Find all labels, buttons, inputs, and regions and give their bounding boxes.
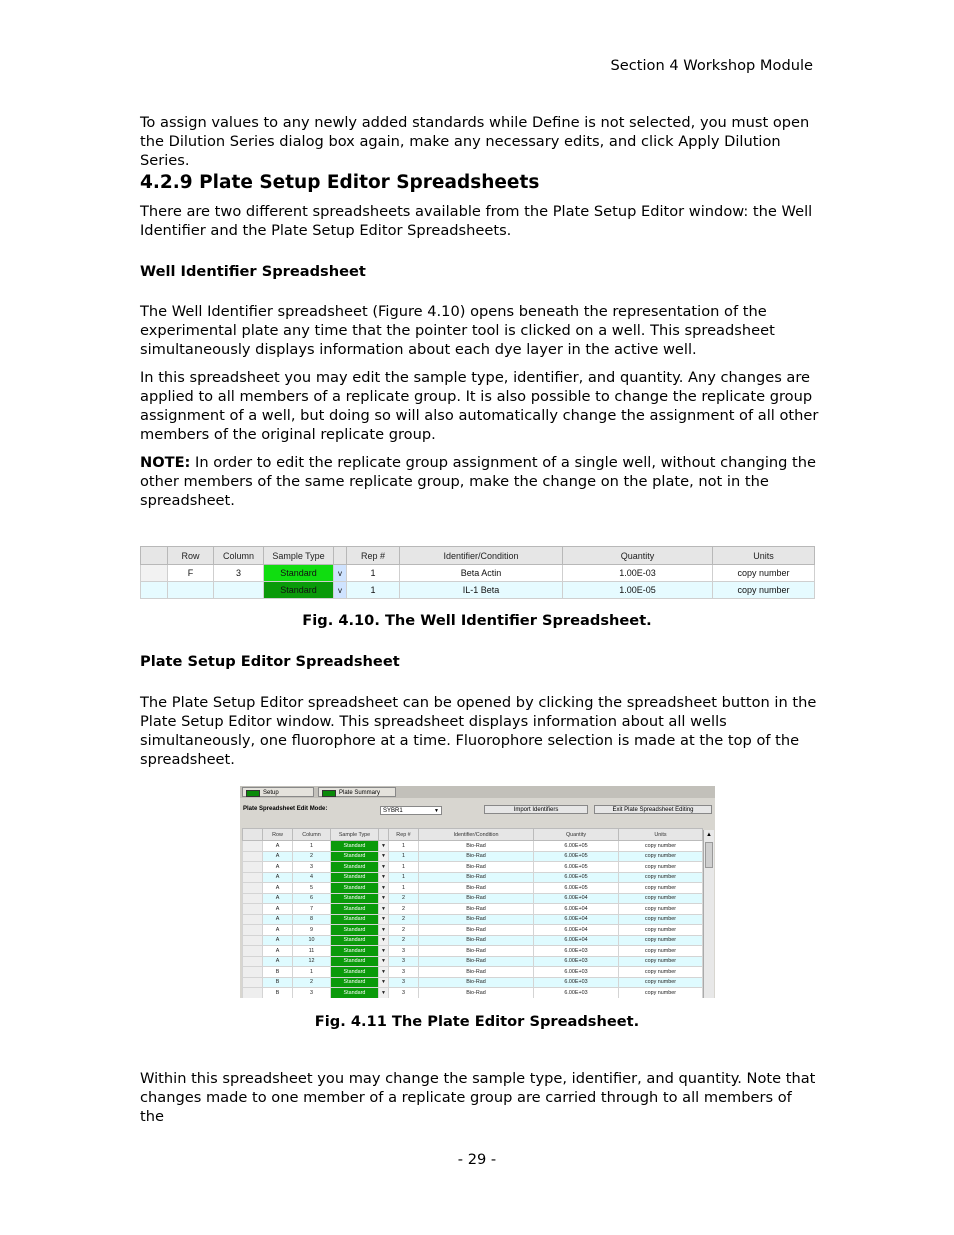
row-cell: B [263,988,293,999]
column-cell: 2 [293,977,331,988]
rep-cell[interactable]: 3 [389,988,419,999]
fig1-col-header: Quantity [563,547,713,565]
units-cell[interactable]: copy number [619,977,703,988]
table-cell [214,582,264,599]
row-selector[interactable] [243,851,263,862]
column-cell: 12 [293,956,331,967]
row-cell: A [263,851,293,862]
column-cell: 3 [293,988,331,999]
row-cell: A [263,883,293,894]
note-text: In order to edit the replicate group assignment of a single well, without changing the other members of the same replicate group, make the change on the plate, not in the spreadsheet. [140,454,817,509]
rep-cell[interactable]: 3 [389,977,419,988]
dropdown-arrow-icon[interactable]: ▼ [379,925,389,936]
paragraph-plate-setup: The Plate Setup Editor spreadsheet can be opened by clicking the spreadsheet button in the Plate Setup Editor window. This spreadsheet displays information about all wells simultaneously, one fluorophore at a time. Fluorophore selection is made at the top of the spreadsheet. [140,694,817,768]
fig1-col-header: Units [713,547,815,565]
identifier-cell[interactable]: Bio-Rad [419,872,534,883]
table-cell [141,582,168,599]
section-heading: 4.2.9 Plate Setup Editor Spreadsheets [140,172,540,193]
sample-type-cell[interactable]: Standard [264,582,334,599]
table-row[interactable] [243,841,703,852]
section-header: Section 4 Workshop Module [610,57,813,74]
quantity-cell[interactable]: 6.00E+03 [534,967,619,978]
identifier-cell[interactable]: Bio-Rad [419,862,534,873]
identifier-cell[interactable]: Bio-Rad [419,956,534,967]
dropdown-arrow-icon[interactable]: ▼ [379,872,389,883]
fig2-col-header: Row [263,829,293,841]
table-row[interactable] [243,883,703,894]
row-cell: A [263,862,293,873]
units-cell[interactable]: copy number [619,914,703,925]
row-cell: A [263,925,293,936]
table-row[interactable] [243,977,703,988]
table-cell[interactable]: IL-1 Beta [400,582,563,599]
table-row[interactable] [243,872,703,883]
quantity-cell[interactable]: 6.00E+05 [534,851,619,862]
well-identifier-spreadsheet [140,546,814,598]
sample-type-cell[interactable]: Standard [331,872,379,883]
row-selector[interactable] [243,967,263,978]
row-selector[interactable] [243,862,263,873]
sample-type-cell[interactable]: Standard [331,904,379,915]
quantity-cell[interactable]: 6.00E+03 [534,988,619,999]
units-cell[interactable]: copy number [619,893,703,904]
quantity-cell[interactable]: 6.00E+03 [534,956,619,967]
sample-type-cell[interactable]: Standard [331,851,379,862]
row-selector[interactable] [243,935,263,946]
units-cell[interactable]: copy number [619,925,703,936]
row-cell: A [263,946,293,957]
sample-type-cell[interactable]: Standard [264,565,334,582]
table-row[interactable] [243,967,703,978]
fig2-col-header: Rep # [389,829,419,841]
rep-cell[interactable]: 1 [389,883,419,894]
row-cell: A [263,904,293,915]
rep-cell[interactable]: 2 [389,893,419,904]
summary-indicator-icon [322,790,336,797]
fig1-col-header: Sample Type [264,547,334,565]
units-cell[interactable]: copy number [619,988,703,999]
note-paragraph [140,453,820,510]
row-selector[interactable] [243,925,263,936]
column-cell: 11 [293,946,331,957]
rep-cell[interactable]: 2 [389,904,419,915]
fig2-col-header [379,829,389,841]
fig2-col-header: Identifier/Condition [419,829,534,841]
column-cell: 7 [293,904,331,915]
figure-caption-4-10: Fig. 4.10. The Well Identifier Spreadsheet. [302,612,652,629]
tab-setup[interactable]: Setup [242,787,314,797]
identifier-cell[interactable]: Bio-Rad [419,967,534,978]
plate-editor-spreadsheet [240,786,715,998]
rep-cell[interactable]: 1 [389,872,419,883]
quantity-cell[interactable]: 6.00E+04 [534,914,619,925]
identifier-cell[interactable]: Bio-Rad [419,883,534,894]
table-row[interactable] [141,582,815,599]
sample-type-cell[interactable]: Standard [331,841,379,852]
figure-caption-4-11: Fig. 4.11 The Plate Editor Spreadsheet. [314,1013,640,1030]
subheading-well-identifier: Well Identifier Spreadsheet [140,263,366,280]
table-row[interactable] [243,862,703,873]
dropdown-arrow-icon[interactable]: ▼ [379,851,389,862]
paragraph-well-identifier: The Well Identifier spreadsheet (Figure 4.10) opens beneath the representation of the experimental plate any time that the pointer tool is clicked on a well. This spreadsheet simultaneously displays information about each dye layer in the active well. [140,303,775,358]
row-selector[interactable] [243,893,263,904]
table-cell [141,565,168,582]
quantity-cell[interactable]: 6.00E+03 [534,977,619,988]
table-cell[interactable]: copy number [713,582,815,599]
table-cell[interactable]: 1.00E-03 [563,565,713,582]
row-selector[interactable] [243,904,263,915]
rep-cell[interactable]: 1 [389,851,419,862]
rep-cell[interactable]: 1 [389,862,419,873]
units-cell[interactable]: copy number [619,862,703,873]
subheading-plate-setup: Plate Setup Editor Spreadsheet [140,653,400,670]
dropdown-arrow-icon[interactable]: ▼ [379,914,389,925]
column-cell: 5 [293,883,331,894]
identifier-cell[interactable]: Bio-Rad [419,946,534,957]
sample-type-cell[interactable]: Standard [331,946,379,957]
dropdown-arrow-icon[interactable]: ▼ [379,841,389,852]
table-cell[interactable]: Beta Actin [400,565,563,582]
paragraph-spreadsheets: There are two different spreadsheets available from the Plate Setup Editor window: the Well Identifier and the Plate Setup Editor Spreadsheets. [140,203,813,239]
row-selector[interactable] [243,883,263,894]
row-cell: B [263,977,293,988]
row-cell: A [263,893,293,904]
column-cell: 8 [293,914,331,925]
quantity-cell[interactable]: 6.00E+05 [534,862,619,873]
units-cell[interactable]: copy number [619,883,703,894]
table-row[interactable] [243,851,703,862]
quantity-cell[interactable]: 6.00E+05 [534,872,619,883]
quantity-cell[interactable]: 6.00E+05 [534,883,619,894]
dropdown-arrow-icon[interactable]: ▼ [379,893,389,904]
sample-type-cell[interactable]: Standard [331,862,379,873]
row-cell: B [263,967,293,978]
units-cell[interactable]: copy number [619,967,703,978]
table-cell[interactable]: 1 [347,582,400,599]
units-cell[interactable]: copy number [619,956,703,967]
table-cell: F [168,565,214,582]
plate-grid [242,828,702,998]
table-row[interactable] [243,946,703,957]
rep-cell[interactable]: 2 [389,925,419,936]
dropdown-arrow-icon[interactable]: ▼ [379,946,389,957]
edit-mode-label: Plate Spreadsheet Edit Mode: [243,806,328,812]
fluorophore-select[interactable]: SYBR1 ▼ [380,806,442,815]
units-cell[interactable]: copy number [619,935,703,946]
identifier-cell[interactable]: Bio-Rad [419,893,534,904]
column-cell: 9 [293,925,331,936]
scroll-up-icon[interactable]: ▲ [706,832,712,838]
identifier-cell[interactable]: Bio-Rad [419,914,534,925]
table-row[interactable] [243,925,703,936]
table-row[interactable] [243,956,703,967]
edit-mode-bar [240,798,715,824]
fig1-col-header [141,547,168,565]
fig1-col-header: Identifier/Condition [400,547,563,565]
quantity-cell[interactable]: 6.00E+03 [534,946,619,957]
column-cell: 6 [293,893,331,904]
table-row[interactable] [243,935,703,946]
sample-type-cell[interactable]: Standard [331,956,379,967]
import-identifiers-button[interactable]: Import Identifiers [484,805,588,814]
dropdown-arrow-icon[interactable]: ▼ [379,883,389,894]
quantity-cell[interactable]: 6.00E+04 [534,925,619,936]
column-cell: 1 [293,967,331,978]
column-cell: 2 [293,851,331,862]
chevron-down-icon: ▼ [434,808,439,814]
sample-type-cell[interactable]: Standard [331,914,379,925]
units-cell[interactable]: copy number [619,946,703,957]
column-cell: 10 [293,935,331,946]
units-cell[interactable]: copy number [619,841,703,852]
fig1-col-header: Rep # [347,547,400,565]
identifier-cell[interactable]: Bio-Rad [419,988,534,999]
dropdown-arrow-icon[interactable]: v [334,582,347,599]
quantity-cell[interactable]: 6.00E+04 [534,893,619,904]
rep-cell[interactable]: 1 [389,841,419,852]
rep-cell[interactable]: 3 [389,956,419,967]
table-row[interactable] [243,914,703,925]
table-row[interactable] [243,988,703,999]
dropdown-arrow-icon[interactable]: ▼ [379,935,389,946]
sample-type-cell[interactable]: Standard [331,893,379,904]
sample-type-cell[interactable]: Standard [331,988,379,999]
identifier-cell[interactable]: Bio-Rad [419,935,534,946]
table-row[interactable] [141,565,815,582]
table-cell: 3 [214,565,264,582]
dropdown-arrow-icon[interactable]: ▼ [379,967,389,978]
table-cell[interactable]: 1.00E-05 [563,582,713,599]
rep-cell[interactable]: 2 [389,914,419,925]
dropdown-arrow-icon[interactable]: ▼ [379,988,389,999]
fig2-col-header: Quantity [534,829,619,841]
units-cell[interactable]: copy number [619,904,703,915]
identifier-cell[interactable]: Bio-Rad [419,925,534,936]
units-cell[interactable]: copy number [619,851,703,862]
row-cell: A [263,914,293,925]
tab-bar [240,786,715,798]
dropdown-arrow-icon[interactable]: ▼ [379,956,389,967]
intro-paragraph: To assign values to any newly added standards while Define is not selected, you must open the Dilution Series dialog box again, make any necessary edits, and click Apply Dilution Series. [140,114,810,169]
identifier-cell[interactable]: Bio-Rad [419,977,534,988]
table-row[interactable] [243,904,703,915]
column-cell: 4 [293,872,331,883]
quantity-cell[interactable]: 6.00E+04 [534,904,619,915]
column-cell: 1 [293,841,331,852]
row-selector[interactable] [243,988,263,999]
rep-cell[interactable]: 3 [389,946,419,957]
paragraph-within: Within this spreadsheet you may change the sample type, identifier, and quantity. Note that changes made to one member of a replicate group are carried through to all members of the [140,1070,816,1125]
table-cell[interactable]: copy number [713,565,815,582]
sample-type-cell[interactable]: Standard [331,883,379,894]
scroll-thumb[interactable] [705,842,713,868]
exit-spreadsheet-button[interactable]: Exit Plate Spreadsheet Editing [594,805,712,814]
row-cell: A [263,841,293,852]
sample-type-cell[interactable]: Standard [331,977,379,988]
vertical-scrollbar[interactable] [703,830,714,998]
paragraph-edit: In this spreadsheet you may edit the sample type, identifier, and quantity. Any changes are applied to all members of a replicate group. It is also possible to change the replicate group assignment of a well, but doing so will also automatically change the assignment of all other members of the original replicate group. [140,369,819,443]
table-row[interactable] [243,893,703,904]
row-cell: A [263,872,293,883]
page-number: - 29 - [457,1151,497,1168]
dropdown-arrow-icon[interactable]: ▼ [379,862,389,873]
identifier-cell[interactable]: Bio-Rad [419,851,534,862]
fig1-col-header: Row [168,547,214,565]
table-cell [168,582,214,599]
identifier-cell[interactable]: Bio-Rad [419,841,534,852]
row-selector[interactable] [243,841,263,852]
column-cell: 3 [293,862,331,873]
fig2-col-header [243,829,263,841]
row-selector[interactable] [243,956,263,967]
note-label: NOTE: [140,454,191,471]
row-selector[interactable] [243,914,263,925]
sample-type-cell[interactable]: Standard [331,925,379,936]
quantity-cell[interactable]: 6.00E+04 [534,935,619,946]
fig1-col-header: Column [214,547,264,565]
fig1-col-header [334,547,347,565]
row-cell: A [263,935,293,946]
row-cell: A [263,956,293,967]
dropdown-arrow-icon[interactable]: ▼ [379,977,389,988]
identifier-cell[interactable]: Bio-Rad [419,904,534,915]
sample-type-cell[interactable]: Standard [331,967,379,978]
dropdown-arrow-icon[interactable]: v [334,565,347,582]
setup-indicator-icon [246,790,260,797]
row-selector[interactable] [243,872,263,883]
rep-cell[interactable]: 3 [389,967,419,978]
table-cell[interactable]: 1 [347,565,400,582]
row-selector[interactable] [243,977,263,988]
dropdown-arrow-icon[interactable]: ▼ [379,904,389,915]
fig2-col-header: Units [619,829,703,841]
row-selector[interactable] [243,946,263,957]
sample-type-cell[interactable]: Standard [331,935,379,946]
rep-cell[interactable]: 2 [389,935,419,946]
fig2-col-header: Sample Type [331,829,379,841]
units-cell[interactable]: copy number [619,872,703,883]
quantity-cell[interactable]: 6.00E+05 [534,841,619,852]
fig2-col-header: Column [293,829,331,841]
tab-plate-summary[interactable]: Plate Summary [318,787,396,797]
